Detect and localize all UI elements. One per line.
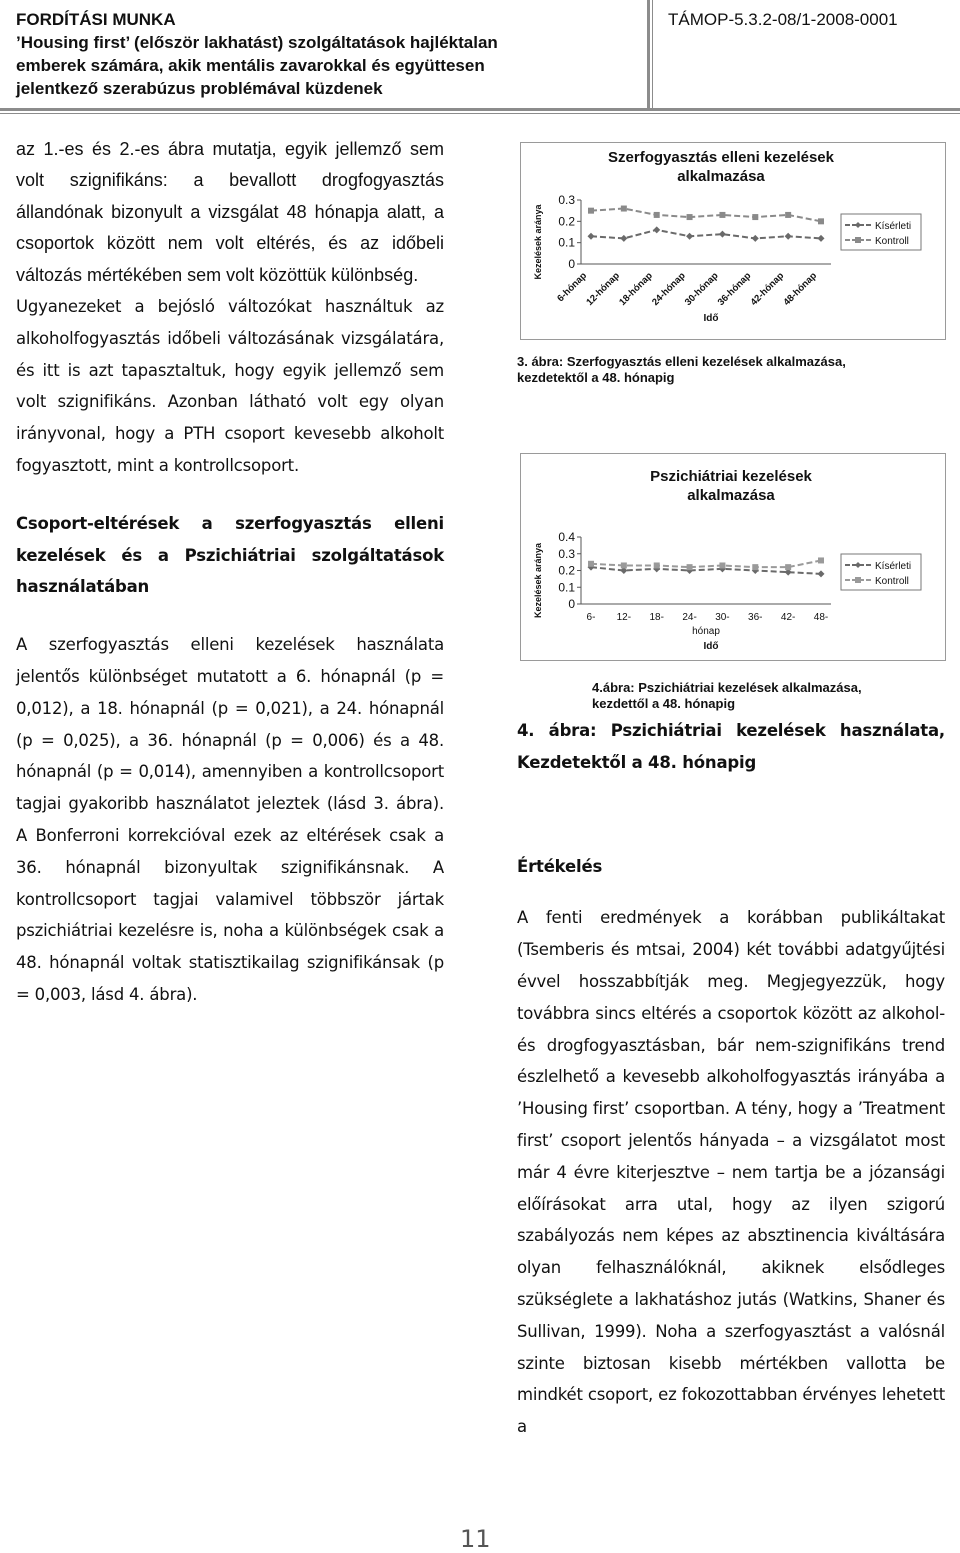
left-column: [16, 134, 444, 1011]
left-paragraph-1: az 1.-es és 2.-es ábra mutatja, egyik jellemző sem volt szignifikáns: a bevallott drogfogyasztás állandónak bizonyult a vizsgálat 48 hónapja alatt, a csoportok között nem volt eltérés, és az időbeli változás mértékében sem volt közöttük különbség.: [16, 139, 444, 285]
header-project-code: TÁMOP-5.3.2-08/1-2008-0001: [668, 10, 898, 29]
x-tick-label: 36-: [748, 612, 763, 623]
x-tick-label: 42-: [780, 612, 796, 623]
x-tick-label: 24-hónap: [650, 270, 688, 308]
x-tick-label: 12-hónap: [584, 270, 622, 308]
data-point-diamond: [653, 226, 660, 233]
x-tick-label: 18-: [649, 612, 664, 623]
header-left: [16, 8, 646, 100]
data-point-diamond: [588, 233, 595, 240]
data-point-square: [818, 557, 824, 563]
figure-3-caption: [517, 354, 947, 386]
data-point-square: [719, 212, 725, 218]
x-tick-label: 48-hónap: [781, 270, 820, 308]
header-divider-horizontal-thin: [0, 113, 960, 114]
right-paragraph-1: A fenti eredmények a korábban publikáltakat (Tsemberis és mtsai, 2004) két további adatgyűjtési évvel hosszabbítják meg. Megjegyezzük, hogy továbbra sincs eltérés a csoportok között az alkohol- és drogfogyasztásban, bár nem-szignifikáns trend észlelhető a kevesebb alkoholfogyasztás irányába a ’Housing first’ csoportban. A tény, hogy a ’Treatment first’ csoport jelentős hányada – a vizsgálatot most már 4 évre kiterjesztve – nem tartja be a józansági előírásokat arra utal, hogy az ilyen szigorú szabályozás nem képes az absztinencia kiváltására olyan felhasználóknál, akiknek elsődleges szükséglete a lakhatáshoz jutás (Watkins, Shaner és Sullivan, 1999). Noha a szerfogyasztást a valósnál szinte biztosan kisebb mértékben vallotta be mindkét csoport, ez fokozottabban érvényes lehetett a: [517, 908, 945, 1437]
figure-4-svg: [521, 454, 945, 660]
y-axis-label: Kezelések aránya: [533, 204, 543, 280]
figure-3-caption-line-1: 3. ábra: Szerfogyasztás elleni kezelések alkalmazása,: [517, 354, 846, 369]
data-point-square: [621, 206, 627, 212]
page-number: 11: [460, 1525, 491, 1553]
x-axis-label: Idő: [703, 313, 719, 324]
data-point-square: [687, 564, 693, 570]
data-point-square: [752, 214, 758, 220]
left-paragraph-2: Ugyanezeket a bejósló változókat használtuk az alkoholfogyasztás időbeli változásának vizsgálatára, és itt is azt tapasztaltuk, hogy egyik jellemző sem volt szignifikáns. Azonban látható volt egy olyan irányvonal, hogy a PTH csoport kevesebb alkoholt fogyasztott, mint a kontrollcsoport.: [16, 297, 444, 476]
data-point-square: [687, 214, 693, 220]
header-title-line-3: jelentkező szerabúzus problémával küzdenek: [16, 79, 383, 98]
left-section-heading: Csoport-eltérések a szerfogyasztás elleni kezelések és a Pszichiátriai szolgáltatások használatában: [16, 513, 444, 597]
figure-4-chart: [520, 453, 946, 661]
figure-3-caption-line-2: kezdetektől a 48. hónapig: [517, 370, 675, 385]
header-divider-horizontal: [0, 108, 960, 111]
x-tick-label: 42-hónap: [748, 270, 787, 308]
legend-marker-square: [855, 577, 861, 583]
y-tick-label: 0: [568, 257, 575, 271]
x-tick-label: 6-hónap: [555, 270, 590, 305]
figure-3-chart: [520, 142, 946, 340]
header-divider-vertical: [647, 0, 650, 108]
data-point-square: [719, 562, 725, 568]
data-point-square: [785, 564, 791, 570]
data-point-square: [654, 562, 660, 568]
y-tick-label: 0.3: [558, 193, 575, 207]
right-section-heading: Értékelés: [517, 856, 603, 876]
right-column: [517, 715, 945, 1443]
data-point-diamond: [620, 235, 627, 242]
y-axis-label: Kezelések aránya: [533, 542, 543, 619]
data-point-diamond: [752, 235, 759, 242]
data-point-square: [588, 208, 594, 214]
figure-4-caption-line-2: kezdettől a 48. hónapig: [592, 696, 736, 711]
legend-label: Kísérleti: [875, 561, 912, 572]
data-point-diamond: [818, 235, 825, 242]
chart-title-line: alkalmazása: [677, 168, 765, 185]
data-point-square: [818, 218, 824, 224]
y-tick-label: 0.2: [558, 563, 575, 578]
legend-label: Kontroll: [875, 236, 909, 247]
data-point-square: [752, 564, 758, 570]
x-tick-label: 18-hónap: [617, 270, 655, 308]
data-point-diamond: [818, 570, 825, 577]
left-paragraph-3: A szerfogyasztás elleni kezelések használata jelentős különbséget mutatott a 6. hónapnál (p = 0,012), a 18. hónapnál (p = 0,021), a 24. hónapnál (p = 0,025), a 36. hónapnál (p = 0,006) és a 48. hónapnál (p = 0,014), amennyiben a kontrollcsoport tagjai gyakoribb használatot jeleztek (lásd 3. ábra). A Bonferroni korrekcióval ezek az eltérések csak a 36. hónapnál bizonyultak szignifikánsnak. A kontrollcsoport tagjai valamivel többször jártak pszichiátriai kezelésre is, noha a különbségek csak a 48. hónapnál voltak statisztikailag szignifikánsak (p = 0,003, lásd 4. ábra).: [16, 635, 444, 1004]
figure-4-caption: [592, 680, 922, 712]
figure-4-caption-line-1: 4.ábra: Pszichiátriai kezelések alkalmazása,: [592, 680, 862, 695]
figure-4-body-caption: 4. ábra: Pszichiátriai kezelések használata, Kezdetektől a 48. hónapig: [517, 721, 945, 772]
y-tick-label: 0.3: [558, 546, 575, 561]
chart-title-line: Pszichiátriai kezelések: [650, 468, 812, 485]
header-org: FORDÍTÁSI MUNKA: [16, 10, 176, 29]
data-point-diamond: [785, 233, 792, 240]
page-header: [0, 0, 960, 110]
x-tick-label: 6-: [586, 612, 596, 623]
data-point-square: [588, 561, 594, 567]
x-tick-label: 36-hónap: [715, 270, 754, 308]
y-tick-label: 0.1: [558, 580, 575, 595]
header-title-line-2: emberek számára, akik mentális zavarokkal és együttesen: [16, 56, 485, 75]
legend-label: Kontroll: [875, 576, 909, 587]
data-point-diamond: [719, 231, 726, 238]
data-point-square: [621, 562, 627, 568]
x-tick-label: 12-: [616, 612, 632, 623]
x-tick-label: 48-: [813, 612, 829, 623]
data-point-diamond: [686, 233, 693, 240]
x-tick-label: 30-: [715, 612, 730, 623]
x-axis-label: Idő: [703, 641, 719, 652]
header-divider-vertical-thin: [652, 0, 653, 108]
legend-marker-square: [855, 237, 861, 243]
y-tick-label: 0: [568, 597, 575, 611]
data-point-square: [785, 212, 791, 218]
y-tick-label: 0.1: [558, 235, 575, 250]
x-sub-label: hónap: [692, 626, 720, 637]
figure-3-svg: [521, 143, 945, 339]
legend-label: Kísérleti: [875, 221, 912, 232]
header-title-line-1: ’Housing first’ (először lakhatást) szolgáltatások hajléktalan: [16, 33, 498, 52]
x-tick-label: 30-hónap: [682, 270, 721, 308]
data-point-square: [654, 212, 660, 218]
chart-title-line: alkalmazása: [687, 487, 775, 504]
y-tick-label: 0.4: [558, 530, 575, 544]
x-tick-label: 24-: [682, 612, 697, 623]
y-tick-label: 0.2: [558, 214, 575, 229]
chart-title-line: Szerfogyasztás elleni kezelések: [608, 149, 834, 166]
